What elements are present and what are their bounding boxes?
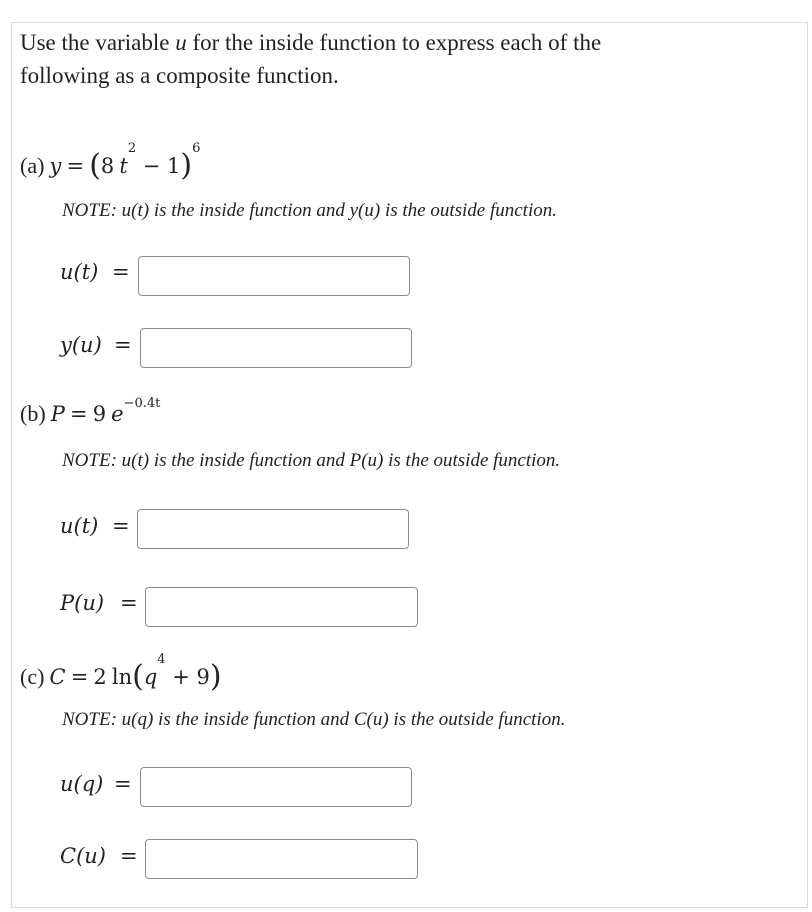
part-c-label: (c) <box>20 664 45 689</box>
part-c-rest: + 9 <box>165 665 210 689</box>
part-c-field-2-label: C(u) <box>60 844 106 868</box>
part-c-field-1-label: u(q) <box>60 772 104 796</box>
part-a-y-input[interactable] <box>140 328 412 368</box>
part-c-equation <box>20 652 222 694</box>
part-b-field-2-equals: = <box>120 591 138 615</box>
part-c-c-input[interactable] <box>145 839 418 879</box>
instructions-line-2: following as a composite function. <box>20 63 339 88</box>
part-c-field-1-equals: = <box>114 772 132 796</box>
part-a-field-1-label: u(t) <box>60 260 99 284</box>
part-a-u-input[interactable] <box>138 256 410 296</box>
part-b-equation <box>20 396 161 427</box>
part-c-close-paren: ) <box>209 659 222 694</box>
part-a-equals: = <box>66 154 85 178</box>
part-b-u-input[interactable] <box>137 509 409 549</box>
instructions-text-start: Use the variable <box>20 30 176 55</box>
part-a-coef: 8 <box>100 154 115 178</box>
part-c-coef: 2 <box>93 665 107 689</box>
part-b-p-input[interactable] <box>145 587 418 627</box>
part-b-field-1-equals: = <box>112 514 130 538</box>
part-a-base: t <box>119 154 128 178</box>
part-a-label: (a) <box>20 153 45 178</box>
part-a-outer-exp: 6 <box>192 141 201 156</box>
part-a-close-paren: ) <box>180 148 193 183</box>
part-a-note: NOTE: u(t) is the inside function and y(u) is the outside function. <box>62 200 557 221</box>
part-b-base: e <box>111 402 124 426</box>
part-c-equals: = <box>70 665 89 689</box>
part-b-field-1-label: u(t) <box>60 514 99 538</box>
instructions-text-end: for the inside function to express each of the <box>186 30 602 55</box>
part-c-base-exp: 4 <box>157 652 166 667</box>
part-a-open-paren: ( <box>89 148 101 183</box>
part-a-field-1-equals: = <box>112 260 130 284</box>
part-c-field-2-equals: = <box>120 844 138 868</box>
instructions <box>20 26 601 92</box>
part-c-base: q <box>143 665 158 689</box>
part-c-open-paren: ( <box>132 659 144 694</box>
part-b-exp: −0.4t <box>123 396 161 411</box>
part-b-field-2-label: P(u) <box>60 591 105 615</box>
part-a-field-2-label: y(u) <box>60 333 102 357</box>
part-a-base-exp: 2 <box>127 141 137 156</box>
part-c-note: NOTE: u(q) is the inside function and C(u) is the outside function. <box>62 709 566 730</box>
part-b-lhs: P <box>50 402 65 426</box>
part-a-rest: − 1 <box>136 154 181 178</box>
part-b-coef: 9 <box>92 402 107 426</box>
part-a-lhs: y <box>49 154 62 178</box>
instructions-variable: u <box>175 30 187 55</box>
part-c-fn: ln <box>111 665 133 689</box>
part-a-equation <box>20 141 201 183</box>
part-b-label: (b) <box>20 401 46 426</box>
part-c-lhs: C <box>49 665 66 689</box>
part-a-field-2-equals: = <box>114 333 132 357</box>
part-b-equals: = <box>69 402 88 426</box>
part-b-note: NOTE: u(t) is the inside function and P(u) is the outside function. <box>62 450 561 471</box>
part-c-u-input[interactable] <box>140 767 412 807</box>
